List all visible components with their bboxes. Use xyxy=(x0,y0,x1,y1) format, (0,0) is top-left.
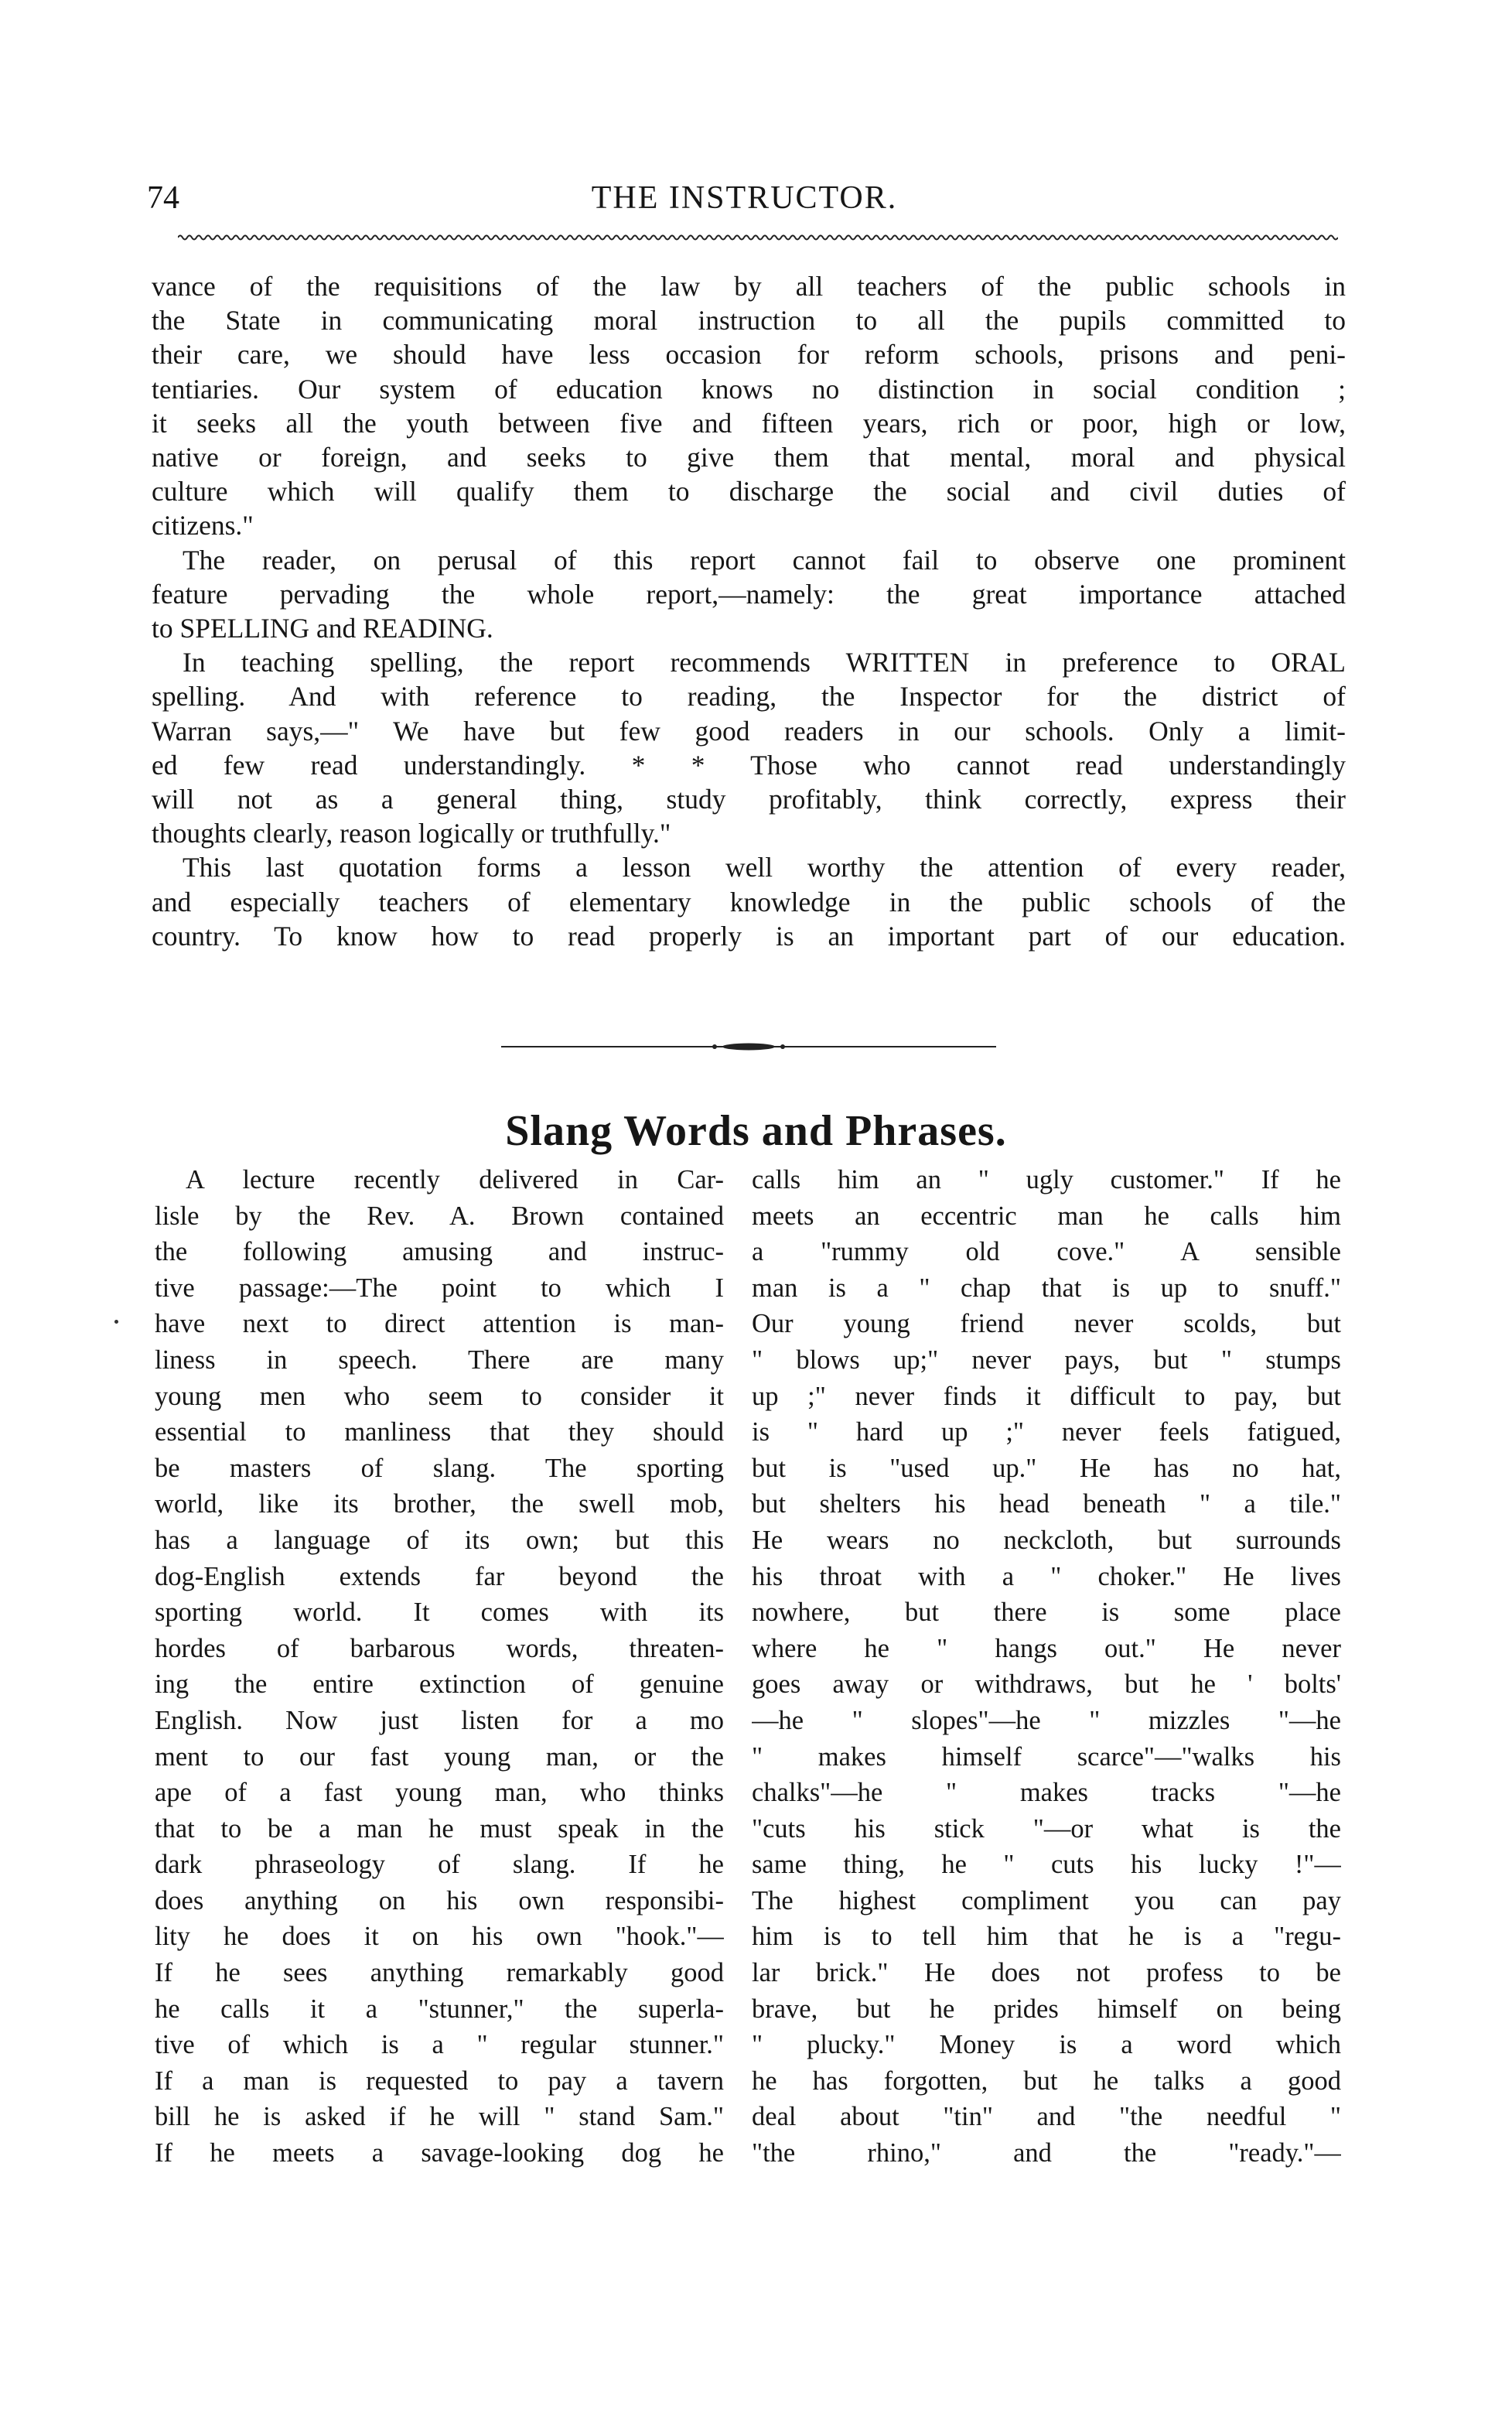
text-line: world, like its brother, the swell mob, xyxy=(155,1489,724,1519)
text-line: " makes himself scarce"—"walks his xyxy=(752,1741,1341,1772)
continued-article-text xyxy=(152,269,1346,953)
text-line: lisle by the Rev. A. Brown contained xyxy=(155,1201,724,1231)
text-line: man is a " chap that is up to snuff." xyxy=(752,1273,1341,1303)
text-line: country. To know how to read properly is an important part of our education. xyxy=(152,920,1346,952)
text-line: tive passage:—The point to which I xyxy=(155,1273,724,1303)
text-line: that to be a man he must speak in the xyxy=(155,1813,724,1844)
text-line: young men who seem to consider it xyxy=(155,1381,724,1411)
text-line: have next to direct attention is man- xyxy=(155,1309,724,1339)
text-line: Warran says,—" We have but few good readers in our schools. Only a limit- xyxy=(152,715,1346,747)
text-line: essential to manliness that they should xyxy=(155,1417,724,1447)
section-divider-ornament xyxy=(501,1041,996,1052)
text-line: his throat with a " choker." He lives xyxy=(752,1561,1341,1591)
text-line: and especially teachers of elementary knowledge in the public schools of the xyxy=(152,886,1346,918)
text-line: it seeks all the youth between five and fifteen years, rich or poor, high or low, xyxy=(152,407,1346,439)
text-line: but shelters his head beneath " a tile." xyxy=(752,1489,1341,1519)
text-line: If he sees anything remarkably good xyxy=(155,1958,724,1988)
text-line: him is to tell him that he is a "regu- xyxy=(752,1922,1341,1952)
text-line: ed few read understandingly. * * Those who cannot read understandingly xyxy=(152,749,1346,781)
text-line: —he " slopes"—he " mizzles "—he xyxy=(752,1705,1341,1735)
text-line: If he meets a savage-looking dog he xyxy=(155,2138,724,2168)
text-line: will not as a general thing, study profitably, think correctly, express their xyxy=(152,784,1346,815)
text-line: "the rhino," and the "ready."— xyxy=(752,2138,1341,2168)
text-line: culture which will qualify them to discharge the social and civil duties of xyxy=(152,476,1346,507)
text-line: hordes of barbarous words, threaten- xyxy=(155,1633,724,1663)
text-line: " blows up;" never pays, but " stumps xyxy=(752,1345,1341,1375)
text-line: does anything on his own responsibi- xyxy=(155,1885,724,1915)
text-line: This last quotation forms a lesson well worthy the attention of every reader, xyxy=(183,852,1346,883)
text-line: to SPELLING and READING. xyxy=(152,613,493,644)
text-line: ing the entire extinction of genuine xyxy=(155,1669,724,1700)
scan-speck xyxy=(114,1320,118,1324)
text-line: thoughts clearly, reason logically or truthfully." xyxy=(152,818,671,849)
article-right-column xyxy=(752,1162,1341,2172)
text-line: spelling. And with reference to reading, the Inspector for the district of xyxy=(152,681,1346,712)
text-line: a "rummy old cove." A sensible xyxy=(752,1237,1341,1267)
text-line: English. Now just listen for a mo xyxy=(155,1705,724,1735)
page-number: 74 xyxy=(147,180,179,216)
text-line: lity he does it on his own "hook."— xyxy=(155,1922,724,1952)
text-line: he calls it a "stunner," the superla- xyxy=(155,1994,724,2024)
text-line: has a language of its own; but this xyxy=(155,1525,724,1555)
text-line: The reader, on perusal of this report cannot fail to observe one prominent xyxy=(183,544,1346,576)
text-line: is " hard up ;" never feels fatigued, xyxy=(752,1417,1341,1447)
text-line: meets an eccentric man he calls him xyxy=(752,1201,1341,1231)
text-line: vance of the requisitions of the law by all teachers of the public schools in xyxy=(152,271,1346,302)
text-line: nowhere, but there is some place xyxy=(752,1598,1341,1628)
text-line: goes away or withdraws, but he ' bolts' xyxy=(752,1669,1341,1700)
text-line: ape of a fast young man, who thinks xyxy=(155,1778,724,1808)
text-line: If a man is requested to pay a tavern xyxy=(155,2066,724,2096)
text-line: deal about "tin" and "the needful " xyxy=(752,2102,1341,2132)
text-line: same thing, he " cuts his lucky !"— xyxy=(752,1850,1341,1880)
text-line: their care, we should have less occasion for reform schools, prisons and peni- xyxy=(152,339,1346,371)
text-line: Our young friend never scolds, but xyxy=(752,1309,1341,1339)
text-line: lar brick." He does not profess to be xyxy=(752,1958,1341,1988)
text-line: brave, but he prides himself on being xyxy=(752,1994,1341,2024)
text-line: up ;" never finds it difficult to pay, but xyxy=(752,1381,1341,1411)
text-line: he has forgotten, but he talks a good xyxy=(752,2066,1341,2096)
text-line: calls him an " ugly customer." If he xyxy=(752,1165,1341,1194)
text-line: native or foreign, and seeks to give them that mental, moral and physical xyxy=(152,442,1346,473)
text-line: A lecture recently delivered in Car- xyxy=(186,1165,724,1194)
text-line: tive of which is a " regular stunner." xyxy=(155,2030,724,2060)
text-line: tentiaries. Our system of education knows no distinction in social condition ; xyxy=(152,373,1346,405)
running-title: THE INSTRUCTOR. xyxy=(591,180,898,216)
text-line: sporting world. It comes with its xyxy=(155,1598,724,1628)
wavy-header-rule xyxy=(178,232,1338,243)
text-line: " plucky." Money is a word which xyxy=(752,2030,1341,2060)
article-left-column xyxy=(155,1162,724,2172)
text-line: dog-English extends far beyond the xyxy=(155,1561,724,1591)
text-line: ment to our fast young man, or the xyxy=(155,1741,724,1772)
text-line: In teaching spelling, the report recommends WRITTEN in preference to ORAL xyxy=(183,647,1346,678)
article-heading: Slang Words and Phrases. xyxy=(505,1107,1007,1155)
text-line: but is "used up." He has no hat, xyxy=(752,1453,1341,1483)
text-line: The highest compliment you can pay xyxy=(752,1885,1341,1915)
text-line: bill he is asked if he will " stand Sam." xyxy=(155,2102,724,2132)
text-line: "cuts his stick "—or what is the xyxy=(752,1813,1341,1844)
text-line: be masters of slang. The sporting xyxy=(155,1453,724,1483)
page-header xyxy=(147,175,1342,221)
text-line: feature pervading the whole report,—namely: the great importance attached xyxy=(152,578,1346,610)
text-line: dark phraseology of slang. If he xyxy=(155,1850,724,1880)
text-line: the following amusing and instruc- xyxy=(155,1237,724,1267)
text-line: chalks"—he " makes tracks "—he xyxy=(752,1778,1341,1808)
text-line: where he " hangs out." He never xyxy=(752,1633,1341,1663)
text-line: citizens." xyxy=(152,510,254,542)
text-line: He wears no neckcloth, but surrounds xyxy=(752,1525,1341,1555)
text-line: liness in speech. There are many xyxy=(155,1345,724,1375)
text-line: the State in communicating moral instruction to all the pupils committed to xyxy=(152,305,1346,337)
